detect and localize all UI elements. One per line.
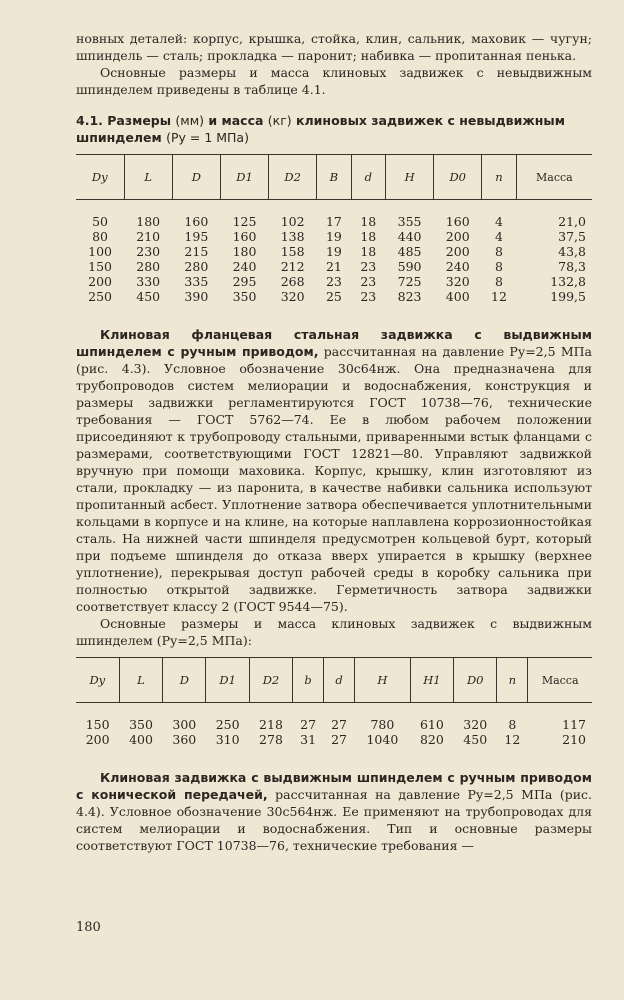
table-cell: 27 [331,717,348,732]
table-cell: 200 [88,274,112,289]
header-cell: D0 [454,658,497,703]
table-cell: 158 [280,244,305,259]
intro-paragraph-2: Основные размеры и масса клиновых задвижек с невыдвижным шпинделем приведены в таблице 4.1. [76,65,592,97]
table-cell: 215 [184,244,209,259]
table-cell: 268 [280,274,305,289]
header-cell: d [324,658,355,703]
table-cell: 355 [397,214,422,229]
table-cell: 27 [300,717,317,732]
section3-paragraph [76,769,592,854]
table-cell: 4 [495,229,503,244]
table-cell: 200 [445,229,470,244]
table-cell: 725 [397,274,422,289]
table-row [76,200,592,230]
table-cell: 390 [184,289,209,304]
table-cell: 350 [129,717,153,732]
caption-part: (мм) [175,113,205,128]
table1-header-row [76,155,592,200]
table-cell: 210 [562,732,586,747]
header-cell: L [119,658,162,703]
table-cell: 132,8 [550,274,586,289]
table-cell: 230 [136,244,161,259]
header-cell: H1 [410,658,453,703]
table-cell: 8 [508,717,517,732]
header-cell: H [355,658,411,703]
section3-lead: Клиновая задвижка с выдвижным шпинделем с ручным приводом с конической передачей, [76,770,592,802]
header-cell: b [293,658,324,703]
table-cell: 250 [88,289,112,304]
table-row [76,274,592,289]
table-cell: 125 [232,214,257,229]
table-cell: 485 [397,244,422,259]
table-cell: 8 [495,259,503,274]
table-cell: 780 [370,717,395,732]
table-cell: 350 [232,289,257,304]
table-cell: 31 [300,732,317,747]
header-cell: D [172,155,220,200]
table-cell: 21,0 [558,214,586,229]
table-cell: 240 [232,259,257,274]
table-cell: 250 [215,717,240,732]
table-cell: 199,5 [550,289,586,304]
table-cell: 21 [325,259,342,274]
table-cell: 102 [280,214,305,229]
table-cell: 200 [445,244,470,259]
header-cell: D1 [220,155,268,200]
header-cell: B [317,155,351,200]
header-cell: Dу [76,155,124,200]
table-cell: 17 [325,214,342,229]
table-cell: 400 [445,289,470,304]
table-cell: 160 [184,214,209,229]
table-row [76,732,592,747]
table1-caption [76,112,592,146]
table-cell: 27 [331,732,348,747]
table-cell: 150 [88,259,112,274]
caption-part: 4.1. Размеры [76,113,172,128]
header-cell: D [163,658,206,703]
table-cell: 280 [184,259,209,274]
table-cell: 210 [136,229,161,244]
table-cell: 160 [232,229,257,244]
table-cell: 335 [184,274,209,289]
table-cell: 78,3 [558,259,586,274]
section2-paragraph-2: Основные размеры и масса клиновых задвижек с выдвижным шпинделем (Pу=2,5 МПа): [76,616,592,648]
table-row [76,703,592,733]
page-number: 180 [76,920,101,935]
table-cell: 1040 [366,732,399,747]
table-cell: 43,8 [558,244,586,259]
header-cell: Dу [76,658,119,703]
table2 [76,657,592,747]
table-cell: 23 [360,274,377,289]
header-cell: D0 [434,155,482,200]
table-cell: 50 [92,214,109,229]
table-cell: 280 [136,259,161,274]
table-cell: 12 [504,732,521,747]
table1 [76,154,592,304]
intro-paragraph-1: новных деталей: корпус, крышка, стойка, клин, сальник, маховик — чугун; шпиндель — сталь; прокладка — паронит; набивка — пропитанная пенька. [76,31,592,63]
header-cell: D1 [206,658,249,703]
table-cell: 610 [419,717,444,732]
table-cell: 450 [136,289,161,304]
table-row [76,289,592,304]
table-cell: 180 [136,214,161,229]
header-cell: n [497,658,528,703]
table-cell: 400 [129,732,153,747]
table-cell: 278 [259,732,283,747]
header-cell: D2 [249,658,292,703]
table-cell: 12 [491,289,507,304]
table-cell: 212 [280,259,305,274]
section2-body: рассчитанная на давление Pу=2,5 МПа (рис. 4.3). Условное обозначение 30с64нж. Она предназначена для трубопроводов систем мелиорации и водоснабжения, конструкция и размеры задвижки регламентируются ГОСТ 10738—76, технические требования — ГОСТ 5762—74. Ее в любом рабочем положении присоединяют к трубопроводу стальными, приваренными встык фланцами с размерами, соответствующими ГОСТ 12821—80. Управляют задвижкой вручную при помощи маховика. Корпус, крышку, клин изготовляют из стали, прокладку — из паронита, в качестве набивки сальника используют пропитанный асбест. Уплотнение затвора обеспечивается уплотнительными кольцами в корпусе и на клине, на которые наплавлена коррозионностойкая сталь. На нижней части шпинделя предусмотрен кольцевой бурт, который при подъеме шпинделя до отказа вверх упирается в крышку (верхнее уплотнение), перекрывая доступ рабочей среды в коробку сальника при полностью открытой задвижке. Герметичность затвора задвижки соответствует классу 2 (ГОСТ 9544—75). [76,344,592,614]
header-cell: H [386,155,434,200]
section3-body: рассчитанная на давление Pу=2,5 МПа (рис. 4.4). Условное обозначение 30с564нж. Ее применяют на трубопроводах для систем мелиорации и водоснабжения. Тип и основные размеры соответствуют ГОСТ 10738—76, технические требования — [76,787,593,853]
table-cell: 180 [232,244,257,259]
table-cell: 37,5 [558,229,586,244]
table-cell: 218 [259,717,283,732]
table-cell: 18 [360,214,377,229]
table-cell: 19 [325,229,342,244]
table-cell: 320 [445,274,470,289]
table-cell: 310 [215,732,240,747]
table-cell: 150 [85,717,110,732]
table-cell: 25 [325,289,342,304]
table-cell: 117 [562,717,586,732]
table-row [76,244,592,259]
table-cell: 195 [184,229,209,244]
table-cell: 240 [445,259,470,274]
table-cell: 440 [397,229,422,244]
table-cell: 295 [232,274,257,289]
caption-part: клиновых задвижек с невыдвижным шпинделем [76,113,565,145]
table-cell: 18 [360,244,377,259]
section2-lead: Клиновая фланцевая стальная задвижка с выдвижным шпинделем с ручным приводом, [76,327,592,359]
table-cell: 100 [88,244,112,259]
table-cell: 160 [445,214,470,229]
table-cell: 18 [360,229,377,244]
table-cell: 320 [463,717,488,732]
table-cell: 23 [360,289,377,304]
table-cell: 23 [360,259,377,274]
table-cell: 330 [136,274,161,289]
table-cell: 590 [397,259,422,274]
header-cell: d [351,155,385,200]
table-row [76,229,592,244]
header-cell: D2 [269,155,317,200]
header-cell: Масса [528,658,592,703]
table-cell: 23 [325,274,342,289]
table-cell: 80 [92,229,109,244]
table-cell: 450 [463,732,488,747]
caption-part: (Pу = 1 МПа) [166,130,249,145]
table-cell: 8 [495,274,503,289]
caption-part: (кг) [267,113,292,128]
table-cell: 138 [280,229,305,244]
table-row [76,259,592,274]
table-cell: 200 [85,732,110,747]
header-cell: Масса [516,155,592,200]
table-cell: 820 [419,732,444,747]
table-cell: 4 [495,214,503,229]
caption-part: и масса [208,113,264,128]
table-cell: 360 [172,732,197,747]
table-cell: 823 [397,289,422,304]
table-cell: 8 [495,244,503,259]
header-cell: n [482,155,516,200]
table2-header-row [76,658,592,703]
table-cell: 19 [325,244,342,259]
table-cell: 300 [172,717,197,732]
header-cell: L [124,155,172,200]
table-cell: 320 [280,289,305,304]
section2-paragraph [76,326,592,615]
